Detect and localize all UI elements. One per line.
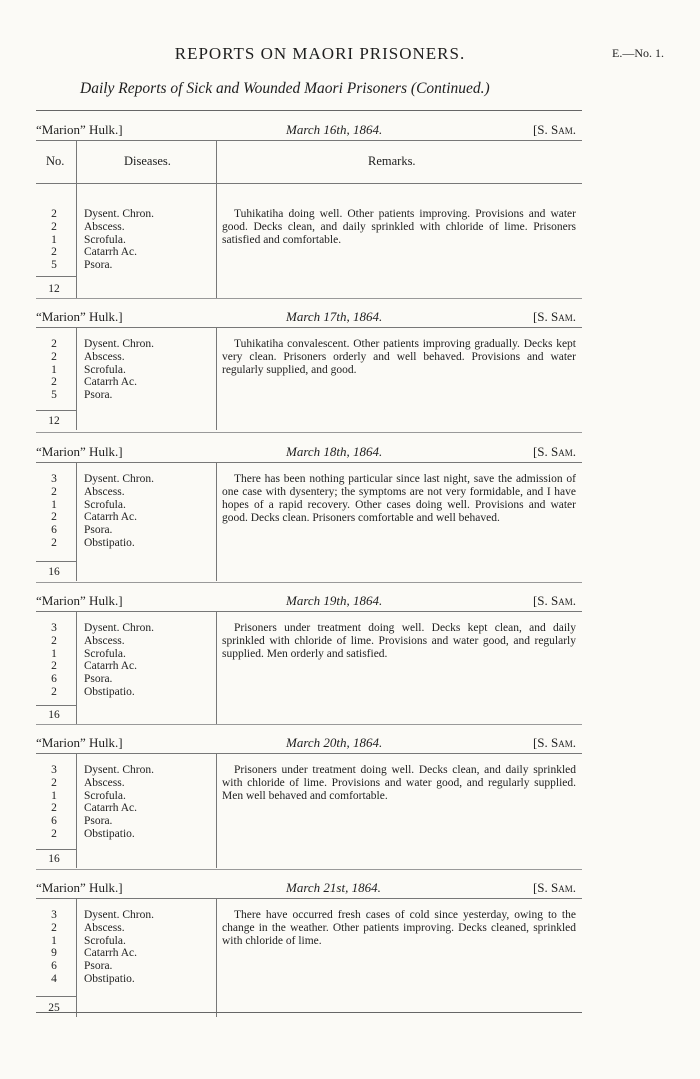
top-rule	[36, 110, 582, 111]
disease-cell: Catarrh Ac.	[84, 246, 138, 259]
count-cell: 2	[51, 511, 57, 524]
disease-cell: Dysent. Chron.	[84, 764, 154, 776]
disease-cell: Dysent. Chron.	[84, 909, 154, 921]
disease-cell: Scrofula.	[84, 934, 126, 947]
remarks-text: Prisoners under treatment doing well. Decks kept clean, and daily sprinkled with chloride of lime. Provisions and water good, and regularly supplied. Men orderly and satisfied.	[222, 622, 576, 660]
column-diseases: Diseases.	[124, 154, 171, 168]
signature: [S. Sam.	[532, 880, 576, 895]
count-cell: 1	[51, 233, 57, 246]
remarks-text: There has been nothing particular since last night, save the admission of one case with dysentery; the symptoms are not very formidable, and I have hopes of a rapid recovery. Other cases doing well. Provisions and water good. Decks clean. Prisoners comfortable and well behaved.	[222, 473, 576, 524]
report-block	[36, 589, 582, 724]
count-cell: 2	[51, 685, 57, 698]
count-cell: 2	[51, 776, 57, 789]
hulk-name: “Marion” Hulk.]	[36, 735, 123, 750]
count-cell: 2	[51, 350, 57, 363]
column-no: No.	[46, 154, 65, 168]
count-cell: 2	[51, 338, 57, 350]
count-cell: 4	[51, 972, 57, 985]
page-title: REPORTS ON MAORI PRISONERS.	[174, 44, 466, 63]
page-subtitle: Daily Reports of Sick and Wounded Maori Prisoners (Continued.)	[80, 80, 490, 97]
count-cell: 2	[51, 660, 57, 673]
report-date: March 18th, 1864.	[286, 444, 383, 459]
disease-cell: Catarrh Ac.	[84, 511, 138, 524]
disease-cell: Psora.	[84, 815, 113, 828]
total-count: 12	[48, 283, 60, 295]
hulk-name: “Marion” Hulk.]	[36, 593, 123, 608]
case-counts	[36, 208, 72, 272]
count-cell: 2	[51, 921, 57, 934]
disease-cell: Scrofula.	[84, 363, 126, 376]
count-cell: 1	[51, 363, 57, 376]
count-cell: 2	[51, 634, 57, 647]
count-cell: 2	[51, 536, 57, 549]
disease-cell: Abscess.	[84, 350, 125, 363]
signature: [S. Sam.	[532, 735, 576, 750]
report-block	[36, 876, 582, 1017]
page-reference: E.—No. 1.	[612, 46, 664, 60]
signature: [S. Sam.	[532, 309, 576, 324]
count-cell: 5	[51, 259, 57, 272]
disease-cell: Psora.	[84, 259, 113, 272]
total-count: 16	[48, 566, 60, 578]
report-block	[36, 118, 582, 298]
hulk-name: “Marion” Hulk.]	[36, 444, 123, 459]
disease-cell: Obstipatio.	[84, 536, 135, 549]
disease-cell: Catarrh Ac.	[84, 376, 138, 389]
disease-cell: Dysent. Chron.	[84, 622, 154, 634]
count-cell: 3	[51, 622, 57, 634]
disease-cell: Psora.	[84, 389, 113, 402]
disease-cell: Psora.	[84, 673, 113, 686]
count-cell: 1	[51, 498, 57, 511]
remarks-text: There have occurred fresh cases of cold since yesterday, owing to the change in the weather. Other patients improving. Decks cleaned, sprinkled with chloride of lime.	[222, 909, 576, 947]
disease-cell: Scrofula.	[84, 233, 126, 246]
disease-cell: Scrofula.	[84, 498, 126, 511]
disease-cell: Psora.	[84, 960, 113, 973]
remarks-text: Prisoners under treatment doing well. Decks clean, and daily sprinkled with chloride of lime. Provisions and water good, and regularly supplied. Men well behaved and comfortable.	[222, 764, 576, 802]
count-cell: 2	[51, 827, 57, 840]
disease-cell: Dysent. Chron.	[84, 208, 154, 220]
disease-cell: Psora.	[84, 524, 113, 537]
count-cell: 6	[51, 673, 57, 686]
count-cell: 2	[51, 208, 57, 220]
remarks-text: Tuhikatiha doing well. Other patients improving. Provisions and water good. Decks clean, and daily sprinkled with chloride of lime. Prisoners satisfied and comfortable.	[222, 208, 576, 246]
report-date: March 19th, 1864.	[286, 593, 383, 608]
count-cell: 5	[51, 389, 57, 402]
signature: [S. Sam.	[532, 593, 576, 608]
total-count: 25	[48, 1002, 60, 1014]
count-cell: 9	[51, 947, 57, 960]
column-header-row	[36, 140, 582, 184]
report-date: March 21st, 1864.	[286, 880, 381, 895]
disease-cell: Dysent. Chron.	[84, 338, 154, 350]
count-cell: 1	[51, 647, 57, 660]
count-cell: 3	[51, 764, 57, 776]
count-cell: 2	[51, 246, 57, 259]
disease-cell: Obstipatio.	[84, 827, 135, 840]
disease-cell: Catarrh Ac.	[84, 802, 138, 815]
count-cell: 6	[51, 960, 57, 973]
report-date: March 16th, 1864.	[286, 122, 383, 137]
signature: [S. Sam.	[532, 444, 576, 459]
disease-cell: Scrofula.	[84, 647, 126, 660]
report-date: March 20th, 1864.	[286, 735, 383, 750]
hulk-name: “Marion” Hulk.]	[36, 880, 123, 895]
disease-cell: Catarrh Ac.	[84, 947, 138, 960]
count-cell: 2	[51, 376, 57, 389]
remarks-text: Tuhikatiha convalescent. Other patients improving gradually. Decks kept very clean. Prisoners orderly and well behaved. Provisions and water regularly supplied, and good.	[222, 338, 576, 376]
report-block	[36, 440, 582, 581]
count-cell: 2	[51, 802, 57, 815]
count-cell: 2	[51, 485, 57, 498]
hulk-name: “Marion” Hulk.]	[36, 309, 123, 324]
count-cell: 1	[51, 934, 57, 947]
disease-cell: Abscess.	[84, 921, 125, 934]
report-block	[36, 731, 582, 868]
count-cell: 6	[51, 524, 57, 537]
count-cell: 3	[51, 909, 57, 921]
count-cell: 1	[51, 789, 57, 802]
signature: [S. Sam.	[532, 122, 576, 137]
disease-cell: Scrofula.	[84, 789, 126, 802]
report-date: March 17th, 1864.	[286, 309, 383, 324]
total-count: 16	[48, 853, 60, 865]
hulk-name: “Marion” Hulk.]	[36, 122, 123, 137]
disease-cell: Dysent. Chron.	[84, 473, 154, 485]
count-cell: 6	[51, 815, 57, 828]
disease-list	[84, 208, 154, 272]
column-remarks: Remarks.	[368, 154, 416, 168]
count-cell: 3	[51, 473, 57, 485]
total-count: 16	[48, 709, 60, 721]
report-block	[36, 305, 582, 430]
disease-cell: Obstipatio.	[84, 685, 135, 698]
total-count: 12	[48, 415, 60, 427]
disease-cell: Abscess.	[84, 220, 125, 233]
disease-cell: Abscess.	[84, 776, 125, 789]
disease-cell: Abscess.	[84, 634, 125, 647]
bottom-rule	[36, 1012, 582, 1013]
disease-cell: Obstipatio.	[84, 972, 135, 985]
disease-cell: Abscess.	[84, 485, 125, 498]
count-cell: 2	[51, 220, 57, 233]
disease-cell: Catarrh Ac.	[84, 660, 138, 673]
